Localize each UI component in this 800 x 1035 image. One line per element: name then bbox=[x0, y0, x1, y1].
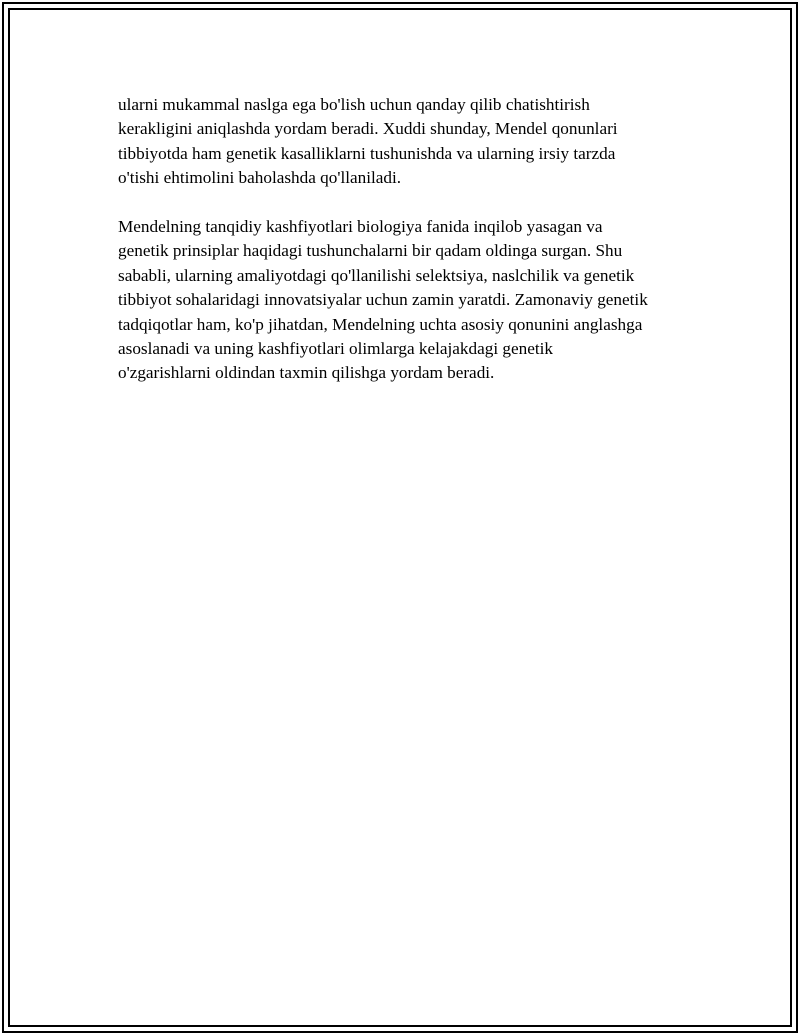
document-body bbox=[118, 93, 708, 386]
text-line: o'tishi ehtimolini baholashda qo'llaniladi. bbox=[118, 168, 402, 188]
text-line: tadqiqotlar ham, ko'p jihatdan, Mendelning uchta asosiy qonunini anglashga bbox=[118, 314, 643, 334]
text-line: ularni mukammal naslga ega bo'lish uchun qanday qilib chatishtirish bbox=[118, 95, 590, 114]
text-line: tibbiyot sohalaridagi innovatsiyalar uchun zamin yaratdi. Zamonaviy genetik bbox=[118, 290, 648, 310]
paragraph-1 bbox=[118, 93, 708, 191]
text-line: Mendelning tanqidiy kashfiyotlari biologiya fanida inqilob yasagan va bbox=[118, 217, 603, 237]
text-line: genetik prinsiplar haqidagi tushunchalarni bir qadam oldinga surgan. Shu bbox=[118, 241, 623, 261]
text-line: o'zgarishlarni oldindan taxmin qilishga yordam beradi. bbox=[118, 363, 495, 383]
text-line: asoslanadi va uning kashfiyotlari olimlarga kelajakdagi genetik bbox=[118, 339, 553, 359]
text-line: tibbiyotda ham genetik kasalliklarni tushunishda va ularning irsiy tarzda bbox=[118, 143, 616, 163]
paragraph-2 bbox=[118, 215, 708, 386]
text-line: sababli, ularning amaliyotdagi qo'llanilishi selektsiya, naslchilik va genetik bbox=[118, 265, 635, 285]
text-line: kerakligini aniqlashda yordam beradi. Xuddi shunday, Mendel qonunlari bbox=[118, 119, 618, 139]
